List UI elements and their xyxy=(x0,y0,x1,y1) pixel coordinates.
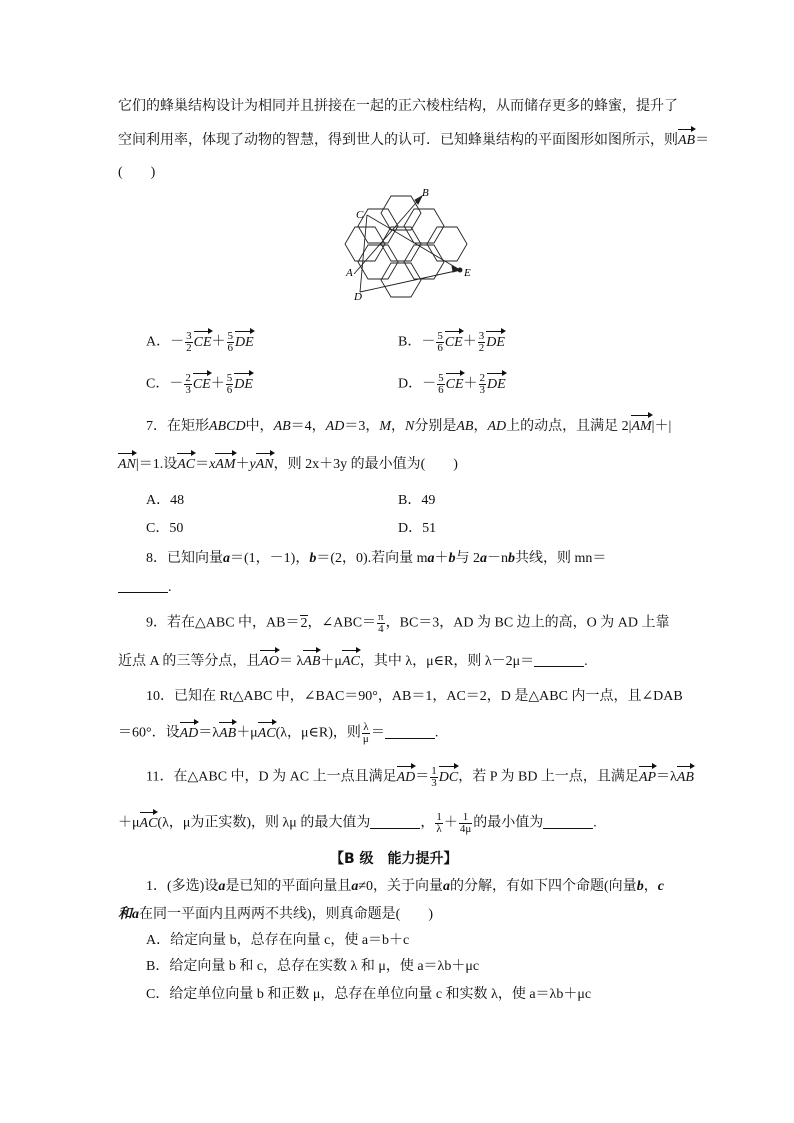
q7-option-d[interactable]: D．51 xyxy=(398,521,437,536)
q7-option-a[interactable]: A．48 xyxy=(146,493,185,508)
q11-answer-blank-2[interactable] xyxy=(543,814,593,829)
b1-line-2: 和a在同一平面内且两两不共线)，则真命题是( ) xyxy=(118,907,433,922)
q9-answer-blank[interactable] xyxy=(534,652,584,667)
q6-option-a[interactable]: A．－ $\frac{3}{2}$ CE＋ $\frac{5}{6}$ DE xyxy=(146,330,254,354)
label-e: E xyxy=(464,267,471,279)
q7-option-c[interactable]: C．50 xyxy=(146,521,184,536)
b1-option-a[interactable]: A．给定向量 b，总存在向量 c，使 a＝b＋c xyxy=(146,933,410,948)
b1-option-c[interactable]: C．给定单位向量 b 和正数 μ，总存在单位向量 c 和实数 λ，使 a＝λb＋μc xyxy=(146,987,592,1002)
label-c: C xyxy=(356,209,364,221)
q10-line-1: 10．已知在 Rt△ABC 中，∠BAC＝90°，AB＝1，AC＝2，D 是△ABC 内一点，且∠DAB xyxy=(146,689,683,704)
q11-answer-blank-1[interactable] xyxy=(370,814,420,829)
label-a: A xyxy=(346,267,353,279)
q9-line-1: 9．若在△ABC 中，AB＝2，∠ABC＝ $\frac{\pi}{4}$ ，BC＝3，AD 为 BC 边上的高，O 为 AD 上靠 xyxy=(146,611,670,635)
q11-line-1: 11．在△ABC 中，D 为 AC 上一点且满足AD＝ $\frac{1}{3}$ DC，若 P 为 BD 上一点，且满足AP＝λAB xyxy=(146,765,694,789)
q8-line-2: . xyxy=(118,578,172,597)
intro-line-1: 它们的蜂巢结构设计为相同并且拼接在一起的正六棱柱结构，从而储存更多的蜂蜜，提升了 xyxy=(118,99,678,114)
b1-option-b[interactable]: B．给定向量 b 和 c，总存在实数 λ 和 μ，使 a＝λb＋μc xyxy=(146,959,480,974)
honeycomb-figure xyxy=(340,182,480,312)
q7-line-1: 7．在矩形ABCD中，AB＝4，AD＝3，M，N分别是AB，AD上的动点，且满足 2|AM|＋| xyxy=(146,419,672,434)
b1-line-1: 1．(多选)设a是已知的平面向量且a≠0，关于向量a的分解，有如下四个命题(向量b，c xyxy=(146,879,664,894)
q7-line-2: AN|＝1.设AC＝xAM＋yAN，则 2x＋3y 的最小值为( ) xyxy=(118,457,458,472)
q11-line-2: ＋μAC(λ，μ为正实数)，则 λμ 的最大值为 ， $\frac{1}{\lambda}$ ＋ $\frac{1}{4\mu}$ 的最小值为 . xyxy=(118,811,597,835)
vector-ab: AB xyxy=(678,133,696,148)
q8-line-1: 8．已知向量a＝(1，－1)，b＝(2，0).若向量 ma＋b与 2a－nb共线，则 mn＝ xyxy=(146,551,607,566)
hex-cell xyxy=(381,196,421,230)
q10-answer-blank[interactable] xyxy=(385,724,435,739)
vector-ab-line xyxy=(354,196,422,274)
q6-option-d[interactable]: D．－ $\frac{5}{6}$ CE＋ $\frac{2}{3}$ DE xyxy=(398,372,506,396)
intro-paren: ( ) xyxy=(118,165,156,180)
q10-line-2: ＝60°．设AD＝λAB＋μAC(λ，μ∈R)，则 $\frac{\lambda}{\mu}$ ＝ . xyxy=(118,721,439,745)
q6-option-c[interactable]: C．－ $\frac{2}{3}$ CE＋ $\frac{5}{6}$ DE xyxy=(146,372,253,396)
segment-de xyxy=(360,270,460,292)
section-b-heading: 【B 级 能力提升】 xyxy=(330,851,458,867)
hex-cell xyxy=(381,227,421,261)
hex-cell xyxy=(404,245,444,279)
intro-line-2: 空间利用率，体现了动物的智慧，得到世人的认可．已知蜂巢结构的平面图形如图所示，则AB＝ xyxy=(118,133,710,148)
hex-cell xyxy=(427,227,467,261)
q8-answer-blank[interactable] xyxy=(118,578,168,593)
hex-cell xyxy=(358,209,398,243)
q6-option-b[interactable]: B．－ $\frac{5}{6}$ CE＋ $\frac{3}{2}$ DE xyxy=(398,330,505,354)
q7-option-b[interactable]: B．49 xyxy=(398,493,436,508)
hex-cell xyxy=(404,209,444,243)
label-b: B xyxy=(422,187,429,199)
q9-line-2: 近点 A 的三等分点，且AO＝ λAB＋μAC，其中 λ，μ∈R，则 λ－2μ＝ . xyxy=(118,654,588,669)
label-d: D xyxy=(354,291,362,303)
